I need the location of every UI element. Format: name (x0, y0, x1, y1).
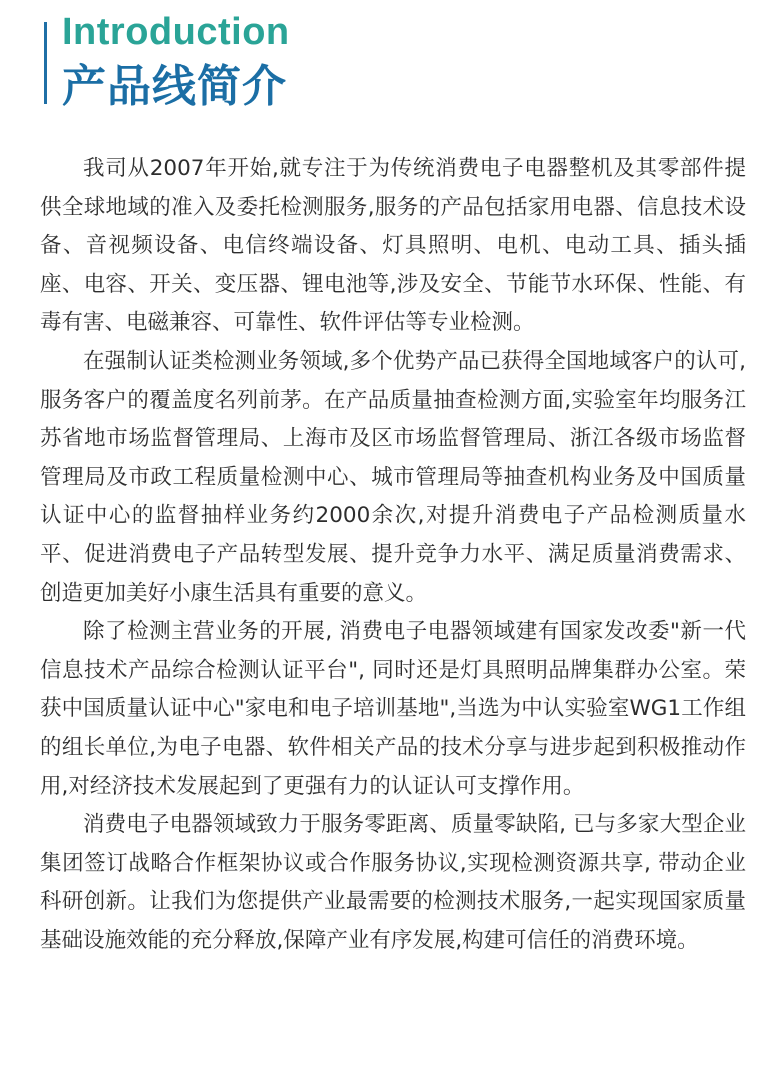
intro-body (40, 150, 746, 960)
intro-paragraph-3: 除了检测主营业务的开展, 消费电子电器领域建有国家发改委"新一代信息技术产品综合检测认证平台", 同时还是灯具照明品牌集群办公室。荣获中国质量认证中心"家电和电子培训基地",当选为中认实验室WG1工作组的组长单位,为电子电器、软件相关产品的技术分享与进步起到积极推动作用,对经济技术发展起到了更强有力的认证认可支撑作用。 (40, 619, 746, 799)
intro-paragraph-4: 消费电子电器领域致力于服务零距离、质量零缺陷, 已与多家大型企业集团签订战略合作框架协议或合作服务协议,实现检测资源共享, 带动企业科研创新。让我们为您提供产业最需要的检测技术服务,一起实现国家质量基础设施效能的充分释放,保障产业有序发展,构建可信任的消费环境。 (40, 812, 746, 953)
section-eyebrow: Introduction (62, 11, 290, 53)
page-title: 产品线简介 (62, 61, 287, 112)
title-accent-bar (44, 22, 47, 104)
intro-paragraph-1: 我司从2007年开始,就专注于为传统消费电子电器整机及其零部件提供全球地域的准入及委托检测服务,服务的产品包括家用电器、信息技术设备、音视频设备、电信终端设备、灯具照明、电机、电动工具、插头插座、电容、开关、变压器、锂电池等,涉及安全、节能节水环保、性能、有毒有害、电磁兼容、可靠性、软件评估等专业检测。 (40, 156, 746, 336)
intro-paragraph-2: 在强制认证类检测业务领域,多个优势产品已获得全国地域客户的认可,服务客户的覆盖度名列前茅。在产品质量抽查检测方面,实验室年均服务江苏省地市场监督管理局、上海市及区市场监督管理局、浙江各级市场监督管理局及市政工程质量检测中心、城市管理局等抽查机构业务及中国质量认证中心的监督抽样业务约2000余次,对提升消费电子产品检测质量水平、促进消费电子产品转型发展、提升竞争力水平、满足质量消费需求、创造更加美好小康生活具有重要的意义。 (40, 348, 746, 606)
